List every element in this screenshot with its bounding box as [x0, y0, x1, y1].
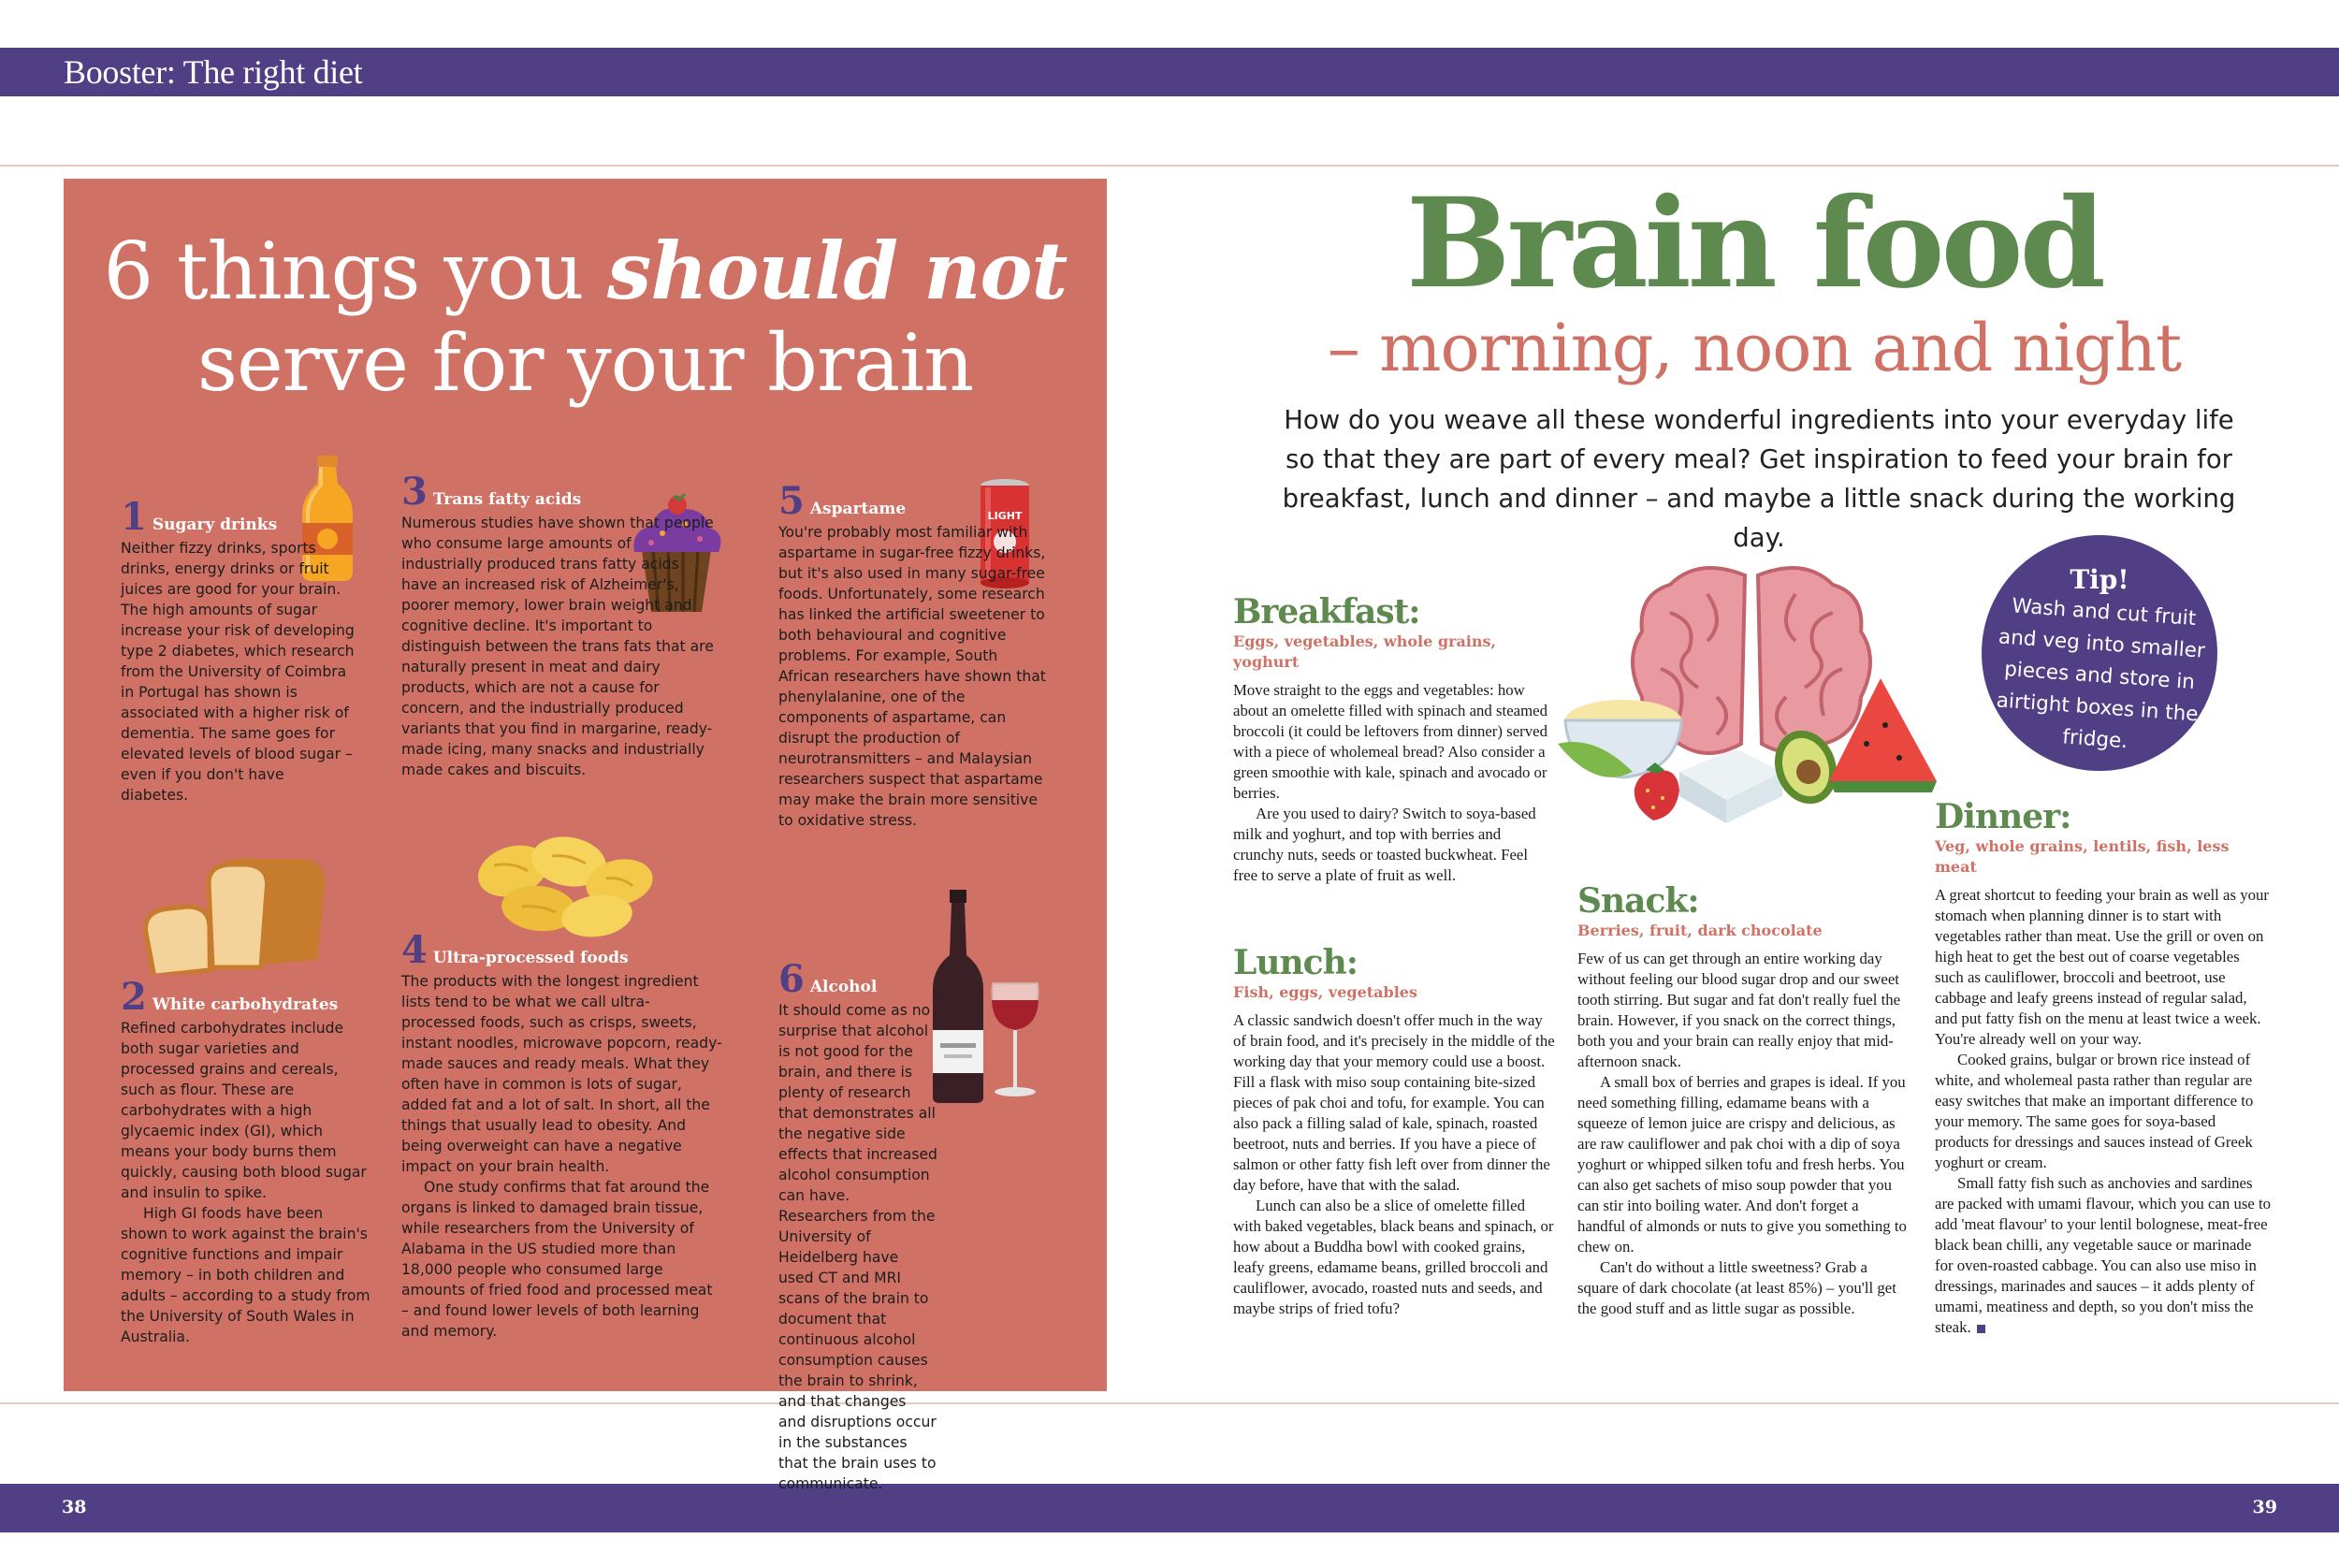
- page-number-left: 38: [62, 1497, 87, 1517]
- panel-title: [64, 225, 1107, 409]
- intro-text: How do you weave all these wonderful ingredients into your everyday life so that they are part of every meal? Get inspiration to feed your brain for breakfast, lunch and dinner – and maybe a little snack during the working day.: [1282, 405, 2236, 553]
- lunch-text: Lunch can also be a slice of omelette filled with baked vegetables, black beans and spinach, or how about a Buddha bowl with cooked grains, leafy greens, edamame beans, grilled broccoli and cauliflower, avocado, roasted nuts and seeds, and maybe strips of fried tofu?: [1233, 1197, 1554, 1317]
- should-not-panel: [64, 179, 1107, 1492]
- item-ultra-processed-foods: [401, 928, 724, 1342]
- dinner-text: Small fatty fish such as anchovies and sardines are packed with umami flavour, which you can use to add 'meat flavour' to your lentil bolognese, meat-free black bean chilli, any vegetable sauce or marinade for oven-roasted cabbage. You can also use miso in dressings, marinades and sauces – it adds plenty of umami, meatiness and depth, so you don't miss the steak.: [1935, 1174, 2272, 1336]
- breakfast-subtitle: Eggs, vegetables, whole grains, yoghurt: [1233, 632, 1497, 671]
- item-text: Numerous studies have shown that people who consume large amounts of industrially produced trans fatty acids have an increased risk of Alzheimer's, poorer memory, lower brain weight and cognitive decline. It's important to distinguish between the trans fats that are naturally present in meat and dairy products, which are not a cause for concern, and the industrially produced variants that you find in margarine, ready-made icing, many snacks and industrially made cakes and biscuits.: [401, 515, 714, 778]
- crisps-icon: [466, 834, 662, 941]
- tip-title: Tip!: [2070, 564, 2129, 595]
- footer-bar: [0, 1484, 2339, 1532]
- item-text: It should come as no surprise that alcohol is not good for the brain, and there is plenty of research that demonstrates all the negative side effects that increased alcohol consumption can have. Researchers from the University of Heidelberg have used CT and MRI scans of the brain to document that continuous alcohol consumption causes the brain to shrink, and that changes and disruptions occur in the substances that the brain uses to communicate.: [778, 1002, 937, 1492]
- section-title: Booster: The right diet: [64, 53, 363, 91]
- snack-section: [1577, 881, 1907, 1319]
- bread-icon: [143, 857, 330, 974]
- item-title: White carbohydrates: [152, 995, 339, 1014]
- item-aspartame: [778, 479, 1050, 831]
- page-title: Brain food: [1406, 171, 2102, 316]
- dinner-text: Cooked grains, bulgar or brown rice instead of white, and wholemeal pasta rather than regular are easy switches that make an important difference to your memory. The same goes for soya-based products for dressings and sauces instead of Greek yoghurt or cream.: [1935, 1051, 2254, 1171]
- item-number: 2: [121, 975, 147, 1019]
- snack-text: A small box of berries and grapes is ideal. If you need something filling, edamame beans with a squeeze of lemon juice are crispy and delicious, as are raw cauliflower and pak choi with a dip of soya yoghurt or whipped silken tofu and fresh herbs. You can also get sachets of miso soup powder that you can stir into boiling water. And don't forget a handful of almonds or nuts to give you something to chew on.: [1577, 1073, 1907, 1256]
- item-trans-fatty-acids: [401, 470, 715, 780]
- panel-title-emphasis: should not: [607, 225, 1068, 317]
- item-number: 4: [401, 928, 428, 972]
- dinner-section: [1935, 797, 2272, 1338]
- lunch-section: [1233, 943, 1556, 1319]
- top-divider: [0, 165, 2339, 167]
- bottom-divider: [0, 1402, 2339, 1404]
- panel-title-line2: serve for your brain: [196, 317, 974, 409]
- section-header-bar: [0, 48, 2339, 96]
- snack-title: Snack:: [1577, 881, 1699, 921]
- lunch-text: A classic sandwich doesn't offer much in the way of brain food, and it's precisely in the middle of the working day that your memory could use a boost. Fill a flask with miso soup containing bite-sized pieces of pak choi and tofu, for example. You can also pack a filling salad of kale, spinach, roasted beetroot, nuts and berries. If you have a piece of salmon or other fatty fish left over from dinner the day before, have that with the salad.: [1233, 1011, 1555, 1194]
- item-sugary-drinks: [121, 495, 355, 806]
- item-text: Neither fizzy drinks, sports drinks, energy drinks or fruit juices are good for your brain. The high amounts of sugar increase your risk of developing type 2 diabetes, which research from the University of Coimbra in Portugal has shown is associated with a higher risk of dementia. The same goes for elevated levels of blood sugar – even if you don't have diabetes.: [121, 540, 355, 804]
- item-number: 5: [778, 479, 805, 523]
- item-text: You're probably most familiar with aspartame in sugar-free fizzy drinks, but it's also used in many sugar-free foods. Unfortunately, some research has linked the artificial sweetener to both behavioural and cognitive problems. For example, South African researchers have shown that phenylalanine, one of the components of aspartame, can disrupt the production of neurotransmitters – and Malaysian researchers suspect that aspartame may make the brain more sensitive to oxidative stress.: [778, 524, 1046, 829]
- breakfast-section: [1233, 592, 1553, 886]
- item-title: Ultra-processed foods: [432, 949, 629, 967]
- item-alcohol: [778, 957, 1050, 1494]
- dinner-text: A great shortcut to feeding your brain as well as your stomach when planning dinner is to start with vegetables rather than meat. Use the grill or oven on high heat to get the best out of coarse vegetables such as cauliflower, broccoli and beetroot, use cabbage and leafy greens instead of regular salad, and put fatty fish on the menu at least twice a week. You're already well on your way.: [1935, 886, 2269, 1048]
- lunch-title: Lunch:: [1233, 943, 1358, 982]
- item-number: 6: [778, 957, 805, 1001]
- brain-food-illustration-icon: [1558, 557, 1941, 837]
- can-label: LIGHT: [987, 510, 1023, 522]
- snack-subtitle: Berries, fruit, dark chocolate: [1577, 922, 1823, 939]
- tip-badge: [1982, 535, 2217, 771]
- item-title: Aspartame: [809, 500, 907, 518]
- item-title: Trans fatty acids: [432, 490, 582, 509]
- dinner-title: Dinner:: [1935, 797, 2071, 836]
- page-subtitle: – morning, noon and night: [1327, 310, 2182, 386]
- snack-text: Few of us can get through an entire working day without feeling our blood sugar drop and our sweet tooth stirring. But sugar and fat don't really fuel the brain. However, if you snack on the correct things, both you and your brain can really enjoy that mid-afternoon snack.: [1577, 950, 1901, 1070]
- item-text: High GI foods have been shown to work against the brain's cognitive functions and impair memory – in both children and adults – according to a study from the University of South Wales in Australia.: [121, 1205, 370, 1345]
- item-number: 1: [121, 495, 147, 539]
- item-white-carbohydrates: [121, 975, 371, 1347]
- tip-text: Wash and cut fruit and veg into smaller pieces and store in airtight boxes in the fridge.: [1995, 594, 2206, 754]
- item-title: Alcohol: [809, 978, 878, 996]
- lunch-subtitle: Fish, eggs, vegetables: [1233, 983, 1417, 1001]
- breakfast-text: Are you used to dairy? Switch to soya-based milk and yoghurt, and top with berries and crunchy nuts, seeds or toasted buckwheat. Feel free to serve a plate of fruit as well.: [1233, 805, 1536, 884]
- item-text: Refined carbohydrates include both sugar varieties and processed grains and cereals, such as flour. These are carbohydrates with a high glycaemic index (GI), which means your body burns them quickly, causing both blood sugar and insulin to spike.: [121, 1020, 367, 1201]
- dinner-subtitle: Veg, whole grains, lentils, fish, less meat: [1935, 837, 2230, 876]
- breakfast-title: Breakfast:: [1233, 592, 1420, 632]
- item-number: 3: [401, 470, 428, 514]
- panel-title-pre: 6 things you: [103, 225, 608, 317]
- snack-text: Can't do without a little sweetness? Grab a square of dark chocolate (at least 85%) – you'll get the good stuff and as little sugar as possible.: [1577, 1258, 1896, 1317]
- page-number-right: 39: [2252, 1497, 2277, 1517]
- item-title: Sugary drinks: [152, 515, 278, 534]
- item-text: One study confirms that fat around the organs is linked to damaged brain tissue, while researchers from the University of Alabama in the US studied more than 18,000 people who consumed large amounts of fried food and processed meat – and found lower levels of both learning and memory.: [401, 1179, 713, 1340]
- end-mark-icon: [1977, 1325, 1985, 1333]
- item-text: The products with the longest ingredient lists tend to be what we call ultra-processed foods, such as crisps, sweets, instant noodles, microwave popcorn, ready-made sauces and ready meals. What they often have in common is lots of sugar, added fat and a lot of salt. In short, all the things that usually lead to obesity. And being overweight can have a negative impact on your brain health.: [401, 973, 722, 1175]
- breakfast-text: Move straight to the eggs and vegetables: how about an omelette filled with spinach and steamed broccoli (it could be leftovers from dinner) served with a piece of wholemeal bread? Also consider a green smoothie with kale, spinach and avocado or berries.: [1233, 681, 1547, 802]
